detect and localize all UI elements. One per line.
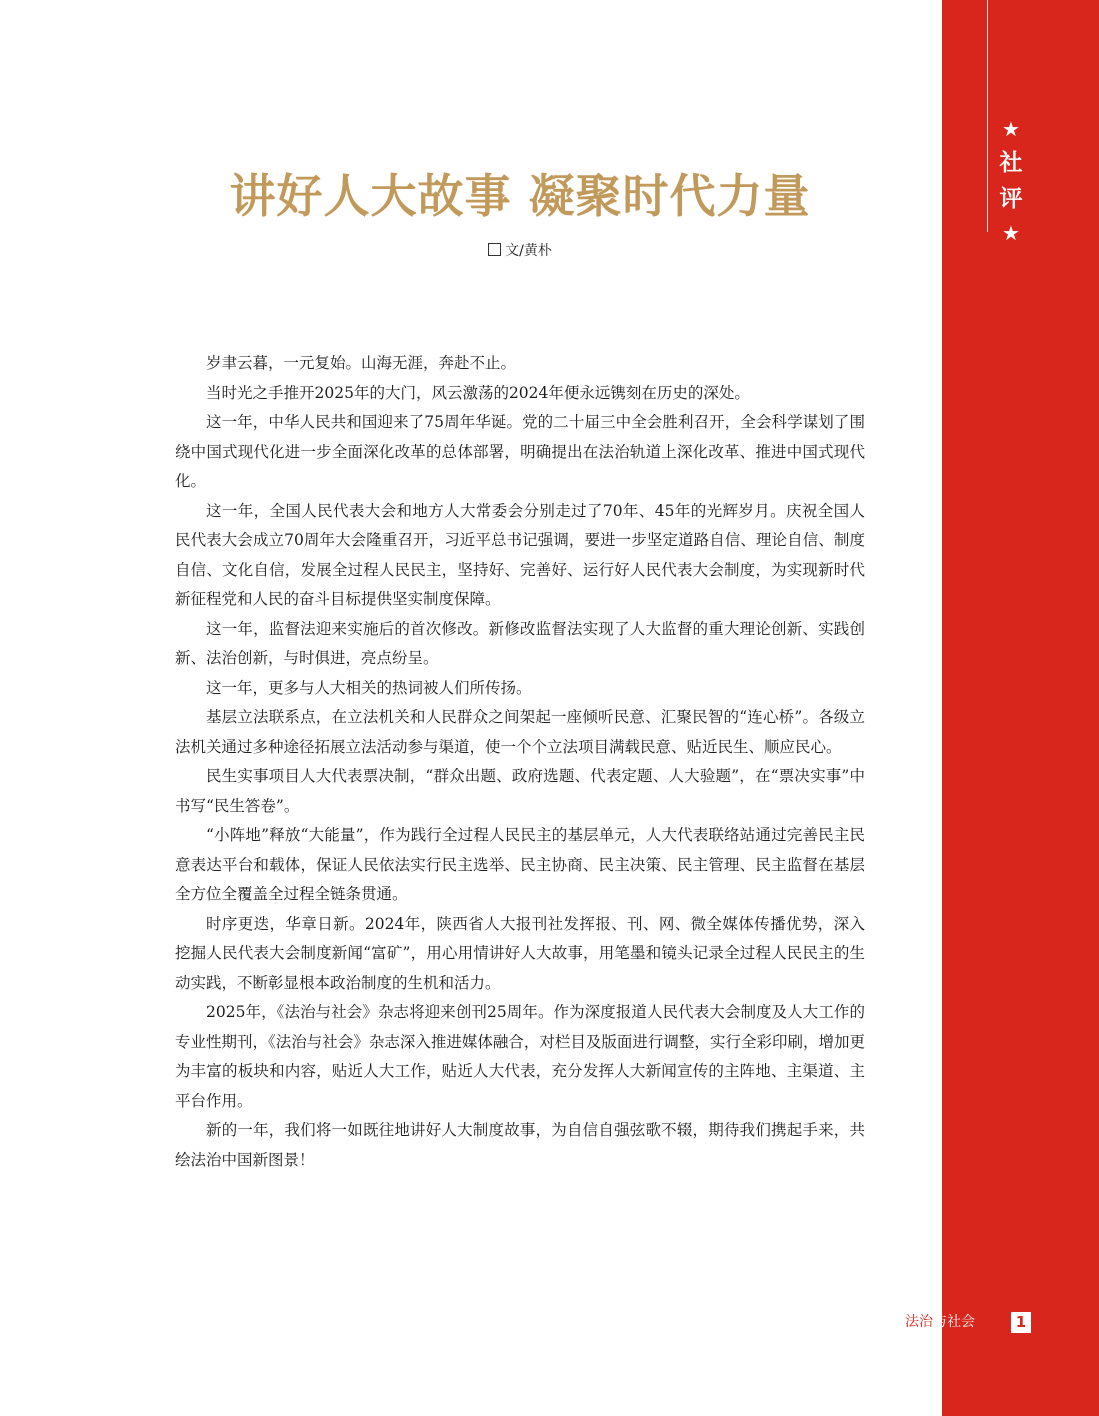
sidebar-divider (987, 0, 988, 232)
square-icon (488, 243, 501, 256)
byline (420, 241, 620, 261)
author-text: 文/黄朴 (505, 243, 552, 259)
article-title: 讲好人大故事 凝聚时代力量 (229, 169, 811, 223)
paragraph: 这一年，全国人民代表大会和地方人大常委会分别走过了70年、45年的光辉岁月。庆祝全国人民代表大会成立70周年大会隆重召开，习近平总书记强调，要进一步坚定道路自信、理论自信、制度自信、文化自信，发展全过程人民民主，坚持好、完善好、运行好人民代表大会制度，为实现新时代新征程党和人民的奋斗目标提供坚实制度保障。 (175, 501, 865, 608)
paragraph: “小阵地”释放“大能量”，作为践行全过程人民民主的基层单元，人大代表联络站通过完善民主民意表达平台和载体，保证人民依法实行民主选举、民主协商、民主决策、民主管理、民主监督在基层全方位全覆盖全过程全链条贯通。 (175, 826, 865, 903)
paragraph: 时序更迭，华章日新。2024年，陕西省人大报刊社发挥报、刊、网、微全媒体传播优势，深入挖掘人民代表大会制度新闻“富矿”，用心用情讲好人大故事，用笔墨和镜头记录全过程人民民主的生动实践，不断彰显根本政治制度的生机和活力。 (175, 914, 865, 992)
column-label-char: 评 (999, 186, 1023, 212)
paragraph: 新的一年，我们将一如既往地讲好人大制度故事，为自信自强弦歌不辍，期待我们携起手来，共绘法治中国新图景！ (175, 1121, 865, 1169)
paragraph: 这一年，更多与人大相关的热词被人们所传扬。 (206, 678, 532, 697)
column-label-char: 社 (999, 150, 1023, 176)
magazine-name-part: 与社会 (933, 1314, 975, 1330)
column-label (996, 113, 1026, 249)
magazine-name-part: 法治 (905, 1314, 933, 1330)
paragraph: 基层立法联系点，在立法机关和人民群众之间架起一座倾听民意、汇聚民智的“连心桥”。各级立法机关通过多种途径拓展立法活动参与渠道，使一个个立法项目满载民意、贴近民生、顺应民心。 (175, 708, 865, 756)
paragraph: 当时光之手推开2025年的大门，风云激荡的2024年便永远镌刻在历史的深处。 (206, 383, 750, 402)
paragraph: 这一年，监督法迎来实施后的首次修改。新修改监督法实现了人大监督的重大理论创新、实践创新、法治创新，与时俱进，亮点纷呈。 (175, 619, 865, 667)
article-body (175, 349, 865, 1175)
magazine-name (905, 1310, 975, 1334)
paragraph: 2025年，《法治与社会》杂志将迎来创刊25周年。作为深度报道人民代表大会制度及人大工作的专业性期刊，《法治与社会》杂志深入推进媒体融合，对栏目及版面进行调整，实行全彩印刷，增加更为丰富的板块和内容，贴近人大工作，贴近人大代表，充分发挥人大新闻宣传的主阵地、主渠道、主平台作用。 (175, 1003, 865, 1110)
page-number: 1 (1011, 1312, 1031, 1333)
paragraph: 民生实事项目人大代表票决制，“群众出题、政府选题、代表定题、人大验题”，在“票决实事”中书写“民生答卷”。 (175, 767, 865, 815)
paragraph: 这一年，中华人民共和国迎来了75周年华诞。党的二十届三中全会胜利召开，全会科学谋划了围绕中国式现代化进一步全面深化改革的总体部署，明确提出在法治轨道上深化改革、推进中国式现代化。 (175, 413, 865, 490)
paragraph: 岁聿云暮，一元复始。山海无涯，奔赴不止。 (206, 354, 517, 372)
star-icon: ★ (1002, 221, 1020, 245)
star-icon: ★ (1002, 117, 1020, 141)
